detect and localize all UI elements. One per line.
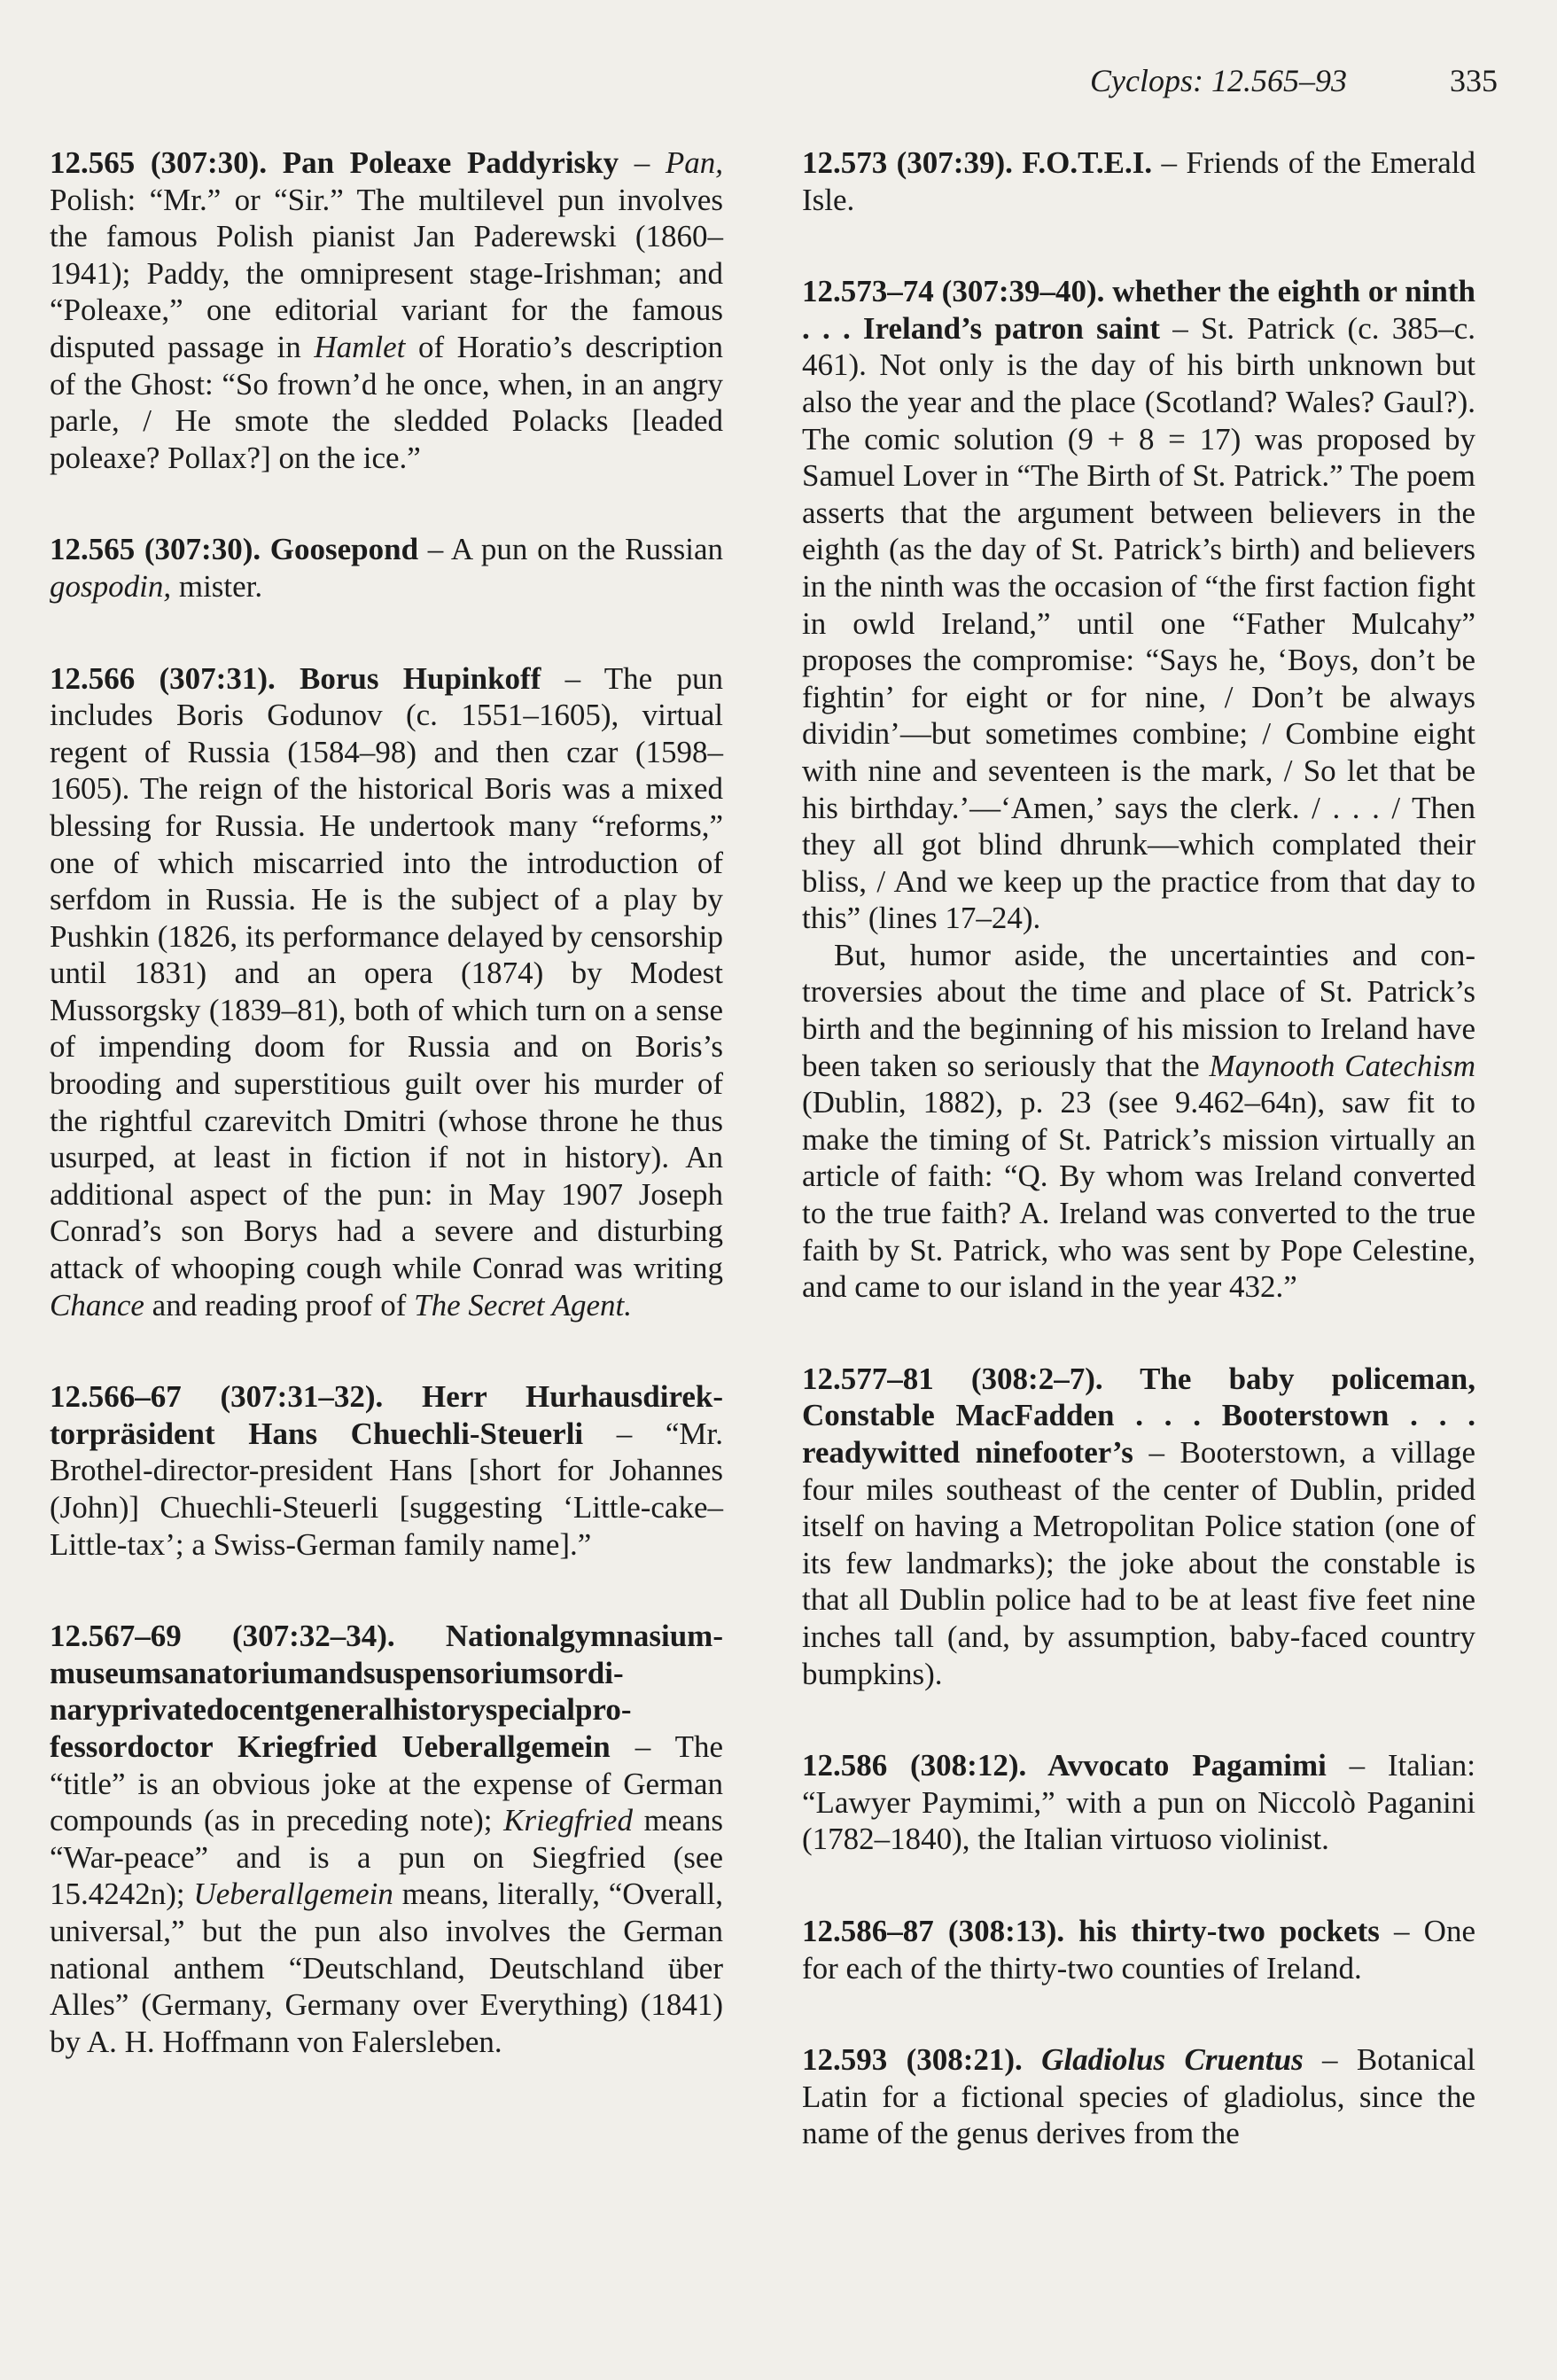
running-head xyxy=(1090,62,1498,99)
entry-headword: 12.577–81 (308:2–7). The baby policeman, Constable MacFadden . . . Booterstown . . . readywitted ninefooter’s xyxy=(802,1361,1475,1470)
running-head-title: Cyclops: 12.565–93 xyxy=(1090,63,1347,98)
body-text: of Horatio’s description of the Ghost: “So frown’d he once, when, in an angry parle, / He smote the sledded Polacks [leaded poleaxe? Pollax?] on the ice.” xyxy=(50,329,723,475)
entry-paragraph xyxy=(50,144,723,476)
body-text: – The pun includes Boris Godunov (c. 1551–1605), virtual regent of Russia (1584–98) and then czar (1598–1605). The reign of the historical Boris was a mixed blessing for Russia. He undertook many “reforms,” one of which miscarried into the introduction of serfdom in Russia. He is the subject of a play by Pushkin (1826, its performance delayed by censorship until 1831) and an opera (1874) by Modest Mussorgsky (1839–81), both of which turn on a sense of impending doom for Russia and on Boris’s brooding and superstitious guilt over his murder of the rightful czarevitch Dmitri (whose throne he thus usurped, at least in fiction if not in history). An additional aspect of the pun: in May 1907 Joseph Conrad’s son Borys had a severe and disturbing attack of whooping cough while Conrad was writing xyxy=(50,660,723,1286)
body-text: – The “title” is an obvious joke at the expense of German compounds (as in preceding note); xyxy=(50,1728,723,1838)
annotation-entry xyxy=(802,273,1475,1306)
entry-paragraph xyxy=(802,1747,1475,1858)
entry-paragraph xyxy=(50,1378,723,1563)
body-text: means “War-peace” and is a pun on Siegfried (see 15.4242n); xyxy=(50,1803,723,1912)
body-text: – St. Patrick (c. 385–c. 461). Not only is the day of his birth unknown but also the year and the place (Scotland? Wales? Gaul?). The comic solution (9 + 8 = 17) was proposed by Samuel Lover in “The Birth of St. Patrick.” The poem asserts that the argument between believers in the eighth (as the day of St. Patrick’s birth) and believers in the ninth was the occasion of “the first faction fight in owld Ireland,” until one “Father Mulcahy” proposes the compromise: “Says he, ‘Boys, don’t be fightin’ for eight or for nine, / Don’t be always dividin’—but sometimes combine; / Combine eight with nine and seventeen is the mark, / So let that be his birthday.’—‘Amen,’ says the clerk. / . . . / Then they all got blind dhrunk—which complated their bliss, / And we keep up the practice from that day to this” (lines 17–24). xyxy=(802,310,1475,936)
entry-paragraph xyxy=(50,531,723,605)
entry-headword: 12.566–67 (307:31–32). Herr Hurhausdirektorpräsident Hans Chuechli-Steuerli xyxy=(50,1379,723,1451)
entry-paragraph xyxy=(802,2041,1475,2152)
entry-headword: 12.573–74 (307:39–40). whether the eighth or ninth . . . Ireland’s patron saint xyxy=(802,274,1475,346)
entry-headword: 12.565 (307:30). Goosepond xyxy=(50,532,419,567)
body-text: – Booterstown, a village four miles southeast of the center of Dublin, prided itself on having a Metropolitan Police station (one of its few landmarks); the joke about the constable is that all Dublin police had to be at least five feet nine inches tall (and, by assumption, baby-faced country bumpkins). xyxy=(802,1435,1475,1691)
entry-headword: 12.573 (307:39). F.O.T.E.I. xyxy=(802,145,1153,180)
annotation-entry xyxy=(50,144,723,476)
italic-text: Pan, xyxy=(665,145,724,180)
body-text: Polish: “Mr.” or “Sir.” The multilevel pun involves the famous Polish pianist Jan Paderewski (1860–1941); Paddy, the omnipresent stage-Irishman; and “Poleaxe,” one editorial variant for the famous disputed passage in xyxy=(50,182,723,364)
annotation-entry xyxy=(802,1361,1475,1692)
italic-text: gospodin, xyxy=(50,568,172,604)
body-text: – xyxy=(619,145,666,180)
entry-headword: 12.566 (307:31). Borus Hupinkoff xyxy=(50,660,541,696)
annotation-entry xyxy=(50,660,723,1324)
body-text: – Italian: “Lawyer Paymimi,” with a pun on Niccolò Paganini (1782–1840), the Italian virtuoso violinist. xyxy=(802,1748,1475,1857)
entry-paragraph xyxy=(802,273,1475,937)
page-number: 335 xyxy=(1450,63,1498,98)
italic-text: The Secret Agent. xyxy=(414,1287,633,1323)
entry-headword-italic: Gladiolus Cruentus xyxy=(1041,2042,1304,2078)
entry-paragraph xyxy=(802,1913,1475,1986)
body-text: – “Mr. Brothel-director-president Hans [short for Johannes (John)] Chuechli-Steuerli [suggesting ‘Little-cake–Little-tax’; a Swiss-German family name].” xyxy=(50,1416,723,1562)
right-column xyxy=(802,144,1475,2207)
body-text: – Friends of the Emerald Isle. xyxy=(802,145,1475,217)
annotation-entry xyxy=(802,144,1475,218)
entry-headword: 12.567–69 (307:32–34). Nationalgymnasiummuseumsanatoriumandsuspensoriumsordinaryprivatedocentgeneralhistoryspecialprofessordoctor Kriegfried Ueberallgemein xyxy=(50,1619,723,1764)
annotation-entry xyxy=(802,1913,1475,1986)
body-text: – A pun on the Russian xyxy=(418,532,723,567)
entry-continuation-paragraph xyxy=(802,937,1475,1306)
annotation-entry xyxy=(50,531,723,605)
annotation-entry xyxy=(50,1378,723,1563)
left-column xyxy=(50,144,723,2115)
entry-paragraph xyxy=(802,1361,1475,1692)
entry-headword: 12.593 (308:21). xyxy=(802,2042,1042,2078)
body-text: – One for each of the thirty-two counties of Ireland. xyxy=(802,1913,1475,1986)
annotation-entry xyxy=(802,2041,1475,2152)
body-text: (Dublin, 1882), p. 23 (see 9.462–64n), saw fit to make the timing of St. Patrick’s mission virtually an article of faith: “Q. By whom was Ireland converted to the true faith? A. Ireland was converted to the true faith by St. Patrick, who was sent by Pope Celestine, and came to our island in the year 432.” xyxy=(802,1085,1475,1305)
body-text: – Botanical Latin for a fictional species of gladiolus, since the name of the genus derives from the xyxy=(802,2042,1476,2151)
italic-text: Kriegfried xyxy=(503,1803,633,1838)
entry-headword: 12.586 (308:12). Avvocato Pagamimi xyxy=(802,1748,1327,1783)
italic-text: Maynooth Catechism xyxy=(1209,1048,1475,1083)
entry-paragraph xyxy=(50,1618,723,2060)
body-text: mister. xyxy=(171,568,263,604)
italic-text: Chance xyxy=(50,1287,144,1323)
body-text: means, literally, “Overall, universal,” but the pun also involves the German national anthem “Deutschland, Deutschland über Alles” (Germany, Germany over Everything) (1841) by A. H. Hoffmann von Falersleben. xyxy=(50,1877,723,2059)
entry-paragraph xyxy=(50,660,723,1324)
entry-headword: 12.565 (307:30). Pan Poleaxe Paddyrisky xyxy=(50,145,619,180)
annotation-entry xyxy=(802,1747,1475,1858)
entry-paragraph xyxy=(802,144,1475,218)
body-text: But, humor aside, the uncertainties and controversies about the time and place of St. Patrick’s birth and the beginning of his mission to Ireland have been taken so seriously that the xyxy=(802,937,1475,1083)
entry-headword: 12.586–87 (308:13). his thirty-two pockets xyxy=(802,1913,1380,1948)
annotation-entry xyxy=(50,1618,723,2060)
italic-text: Ueberallgemein xyxy=(193,1877,393,1912)
italic-text: Hamlet xyxy=(314,329,406,364)
body-text: and reading proof of xyxy=(144,1287,415,1323)
